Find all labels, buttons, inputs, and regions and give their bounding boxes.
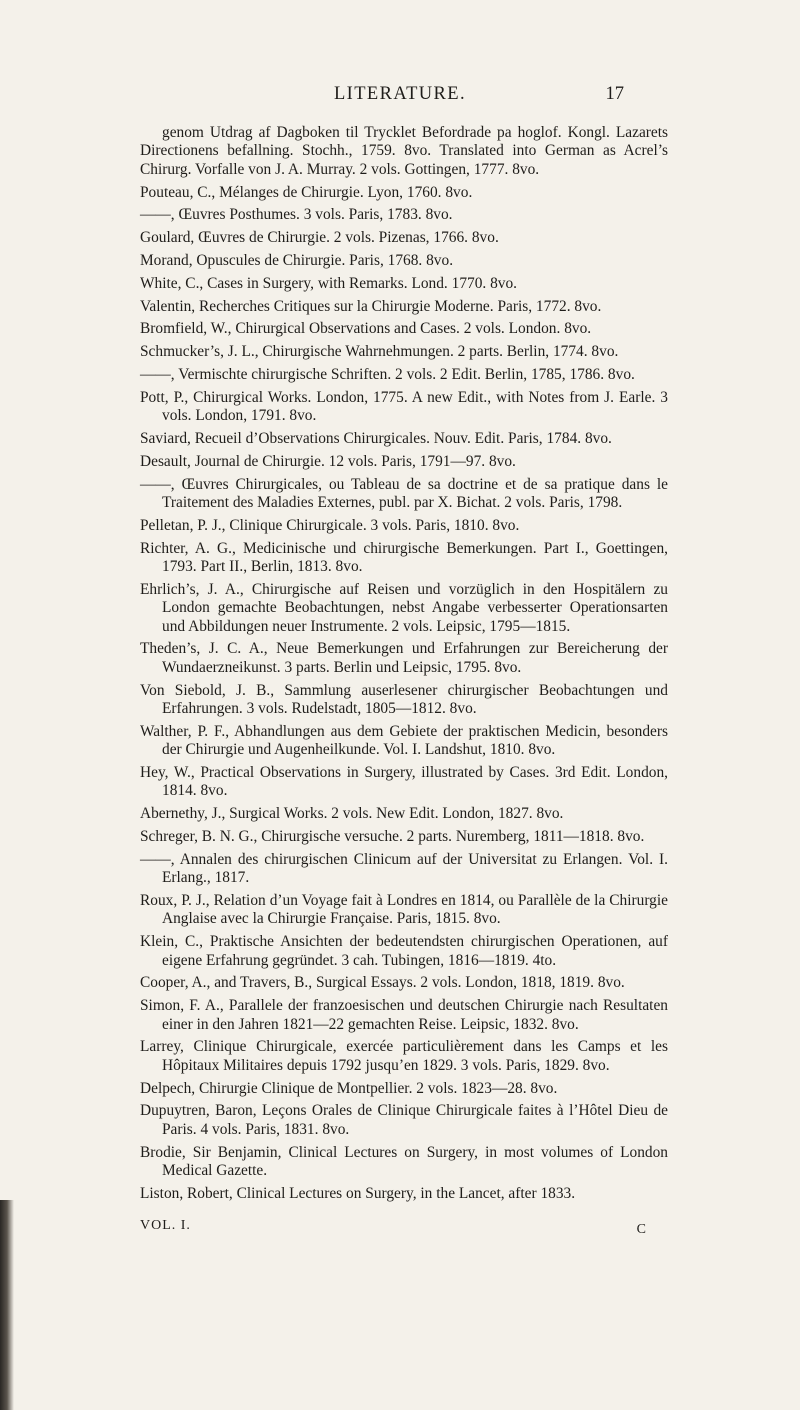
bibliography-entry: Bromfield, W., Chirurgical Observations and Cases. 2 vols. London. 8vo. [140, 320, 592, 338]
bibliography-entry: White, C., Cases in Surgery, with Remarks. Lond. 1770. 8vo. [140, 274, 518, 292]
bibliography-entry: Liston, Robert, Clinical Lectures on Surgery, in the Lancet, after 1833. [140, 1184, 576, 1202]
bibliography-entry: Morand, Opuscules de Chirurgie. Paris, 1768. 8vo. [140, 252, 454, 269]
bibliography-entry: Pelletan, P. J., Clinique Chirurgicale. 3 vols. Paris, 1810. 8vo. [140, 516, 520, 534]
bibliography-entry: Klein, C., Praktische Ansichten der bedeutendsten chirurgischen Operationen, auf eigene Erfahrung gegründet. 3 cah. Tubingen, 1816—1819. 4to. [140, 933, 668, 969]
bibliography-entry: ——, Vermischte chirurgische Schriften. 2 vols. 2 Edit. Berlin, 1785, 1786. 8vo. [140, 365, 635, 383]
bibliography-entry: Desault, Journal de Chirurgie. 12 vols. Paris, 1791—97. 8vo. [140, 452, 516, 470]
bibliography-entry: Goulard, Œuvres de Chirurgie. 2 vols. Pizenas, 1766. 8vo. [140, 229, 499, 247]
bibliography-entry: Schreger, B. N. G., Chirurgische versuche. 2 parts. Nuremberg, 1811—1818. 8vo. [140, 828, 645, 845]
page-number: 17 [605, 84, 624, 104]
bibliography-entry: Dupuytren, Baron, Leçons Orales de Clinique Chirurgicale faites à l’Hôtel Dieu de Paris. 4 vols. Paris, 1831. 8vo. [140, 1102, 668, 1138]
bibliography-entry: Delpech, Chirurgie Clinique de Montpellier. 2 vols. 1823—28. 8vo. [140, 1079, 558, 1097]
bibliography-entry: Theden’s, J. C. A., Neue Bemerkungen und Erfahrungen zur Bereicherung der Wundaerzneikunst. 3 parts. Berlin und Leipsic, 1795. 8vo. [140, 640, 668, 676]
binding-shadow [0, 1200, 14, 1410]
page-footer [140, 1218, 668, 1258]
signature-letter: C [636, 1222, 646, 1237]
bibliography-entry: Larrey, Clinique Chirurgicale, exercée particulièrement dans les Camps et les Hôpitaux Militaires depuis 1792 jusqu’en 1829. 3 vols. Paris, 1829. 8vo. [140, 1038, 668, 1074]
bibliography-entry: ——, Œuvres Posthumes. 3 vols. Paris, 1783. 8vo. [140, 206, 453, 224]
bibliography-entry: Pott, P., Chirurgical Works. London, 1775. A new Edit., with Notes from J. Earle. 3 vols. London, 1791. 8vo. [140, 388, 668, 425]
volume-signature: VOL. I. [140, 1218, 191, 1233]
page-header [0, 84, 800, 108]
running-title: LITERATURE. [333, 84, 467, 104]
bibliography-entry: Von Siebold, J. B., Sammlung auserlesener chirurgischer Beobachtungen und Erfahrungen. 3 vols. Rudelstadt, 1805—1812. 8vo. [140, 681, 668, 717]
bibliography-entry: Ehrlich’s, J. A., Chirurgische auf Reisen und vorzüglich in den Hospitälern zu London gemachte Beobachtungen, nebst Angabe verbesserter Operationsarten und Abbildungen neuer Instrumente. 2 vols. Leipsic, 1795—1815. [140, 580, 668, 635]
bibliography-entry: Saviard, Recueil d’Observations Chirurgicales. Nouv. Edit. Paris, 1784. 8vo. [140, 429, 612, 447]
bibliography-entry: Walther, P. F., Abhandlungen aus dem Gebiete der praktischen Medicin, besonders der Chirurgie und Augenheilkunde. Vol. I. Landshut, 1810. 8vo. [140, 722, 668, 759]
bibliography-entry: Abernethy, J., Surgical Works. 2 vols. New Edit. London, 1827. 8vo. [140, 805, 564, 823]
bibliography-entry: Schmucker’s, J. L., Chirurgische Wahrnehmungen. 2 parts. Berlin, 1774. 8vo. [140, 343, 619, 361]
bibliography-entry: ——, Annalen des chirurgischen Clinicum auf der Universitat zu Erlangen. Vol. I. Erlang., 1817. [140, 850, 668, 887]
bibliography-entry: Simon, F. A., Parallele der franzoesischen und deutschen Chirurgie nach Resultaten einer in den Jahren 1821—22 gemachten Reise. Leipsic, 1832. 8vo. [140, 997, 668, 1033]
bibliography-entry: ——, Œuvres Chirurgicales, ou Tableau de sa doctrine et de sa pratique dans le Traitement des Maladies Externes, publ. par X. Bichat. 2 vols. Paris, 1798. [140, 475, 668, 511]
bibliography-entry: Brodie, Sir Benjamin, Clinical Lectures on Surgery, in most volumes of London Medical Gazette. [140, 1143, 668, 1180]
bibliography-entry: genom Utdrag af Dagboken til Trycklet Befordrade pa hoglof. Kongl. Lazarets Directionens befallning. Stochh., 1759. 8vo. Translated into German as Acrel’s Chirurg. Vorfalle von J. A. Murray. 2 vols. Gottingen, 1777. 8vo. [140, 124, 668, 178]
bibliography-entry: Roux, P. J., Relation d’un Voyage fait à Londres en 1814, ou Parallèle de la Chirurgie Anglaise avec la Chirurgie Française. Paris, 1815. 8vo. [140, 892, 668, 928]
bibliography-list [140, 124, 668, 1208]
bibliography-entry: Hey, W., Practical Observations in Surgery, illustrated by Cases. 3rd Edit. London, 1814. 8vo. [140, 764, 668, 800]
bibliography-entry: Richter, A. G., Medicinische und chirurgische Bemerkungen. Part I., Goettingen, 1793. Part II., Berlin, 1813. 8vo. [140, 539, 668, 575]
bibliography-entry: Cooper, A., and Travers, B., Surgical Essays. 2 vols. London, 1818, 1819. 8vo. [140, 974, 625, 992]
bibliography-entry: Pouteau, C., Mélanges de Chirurgie. Lyon, 1760. 8vo. [140, 183, 473, 201]
bibliography-entry: Valentin, Recherches Critiques sur la Chirurgie Moderne. Paris, 1772. 8vo. [140, 297, 602, 315]
